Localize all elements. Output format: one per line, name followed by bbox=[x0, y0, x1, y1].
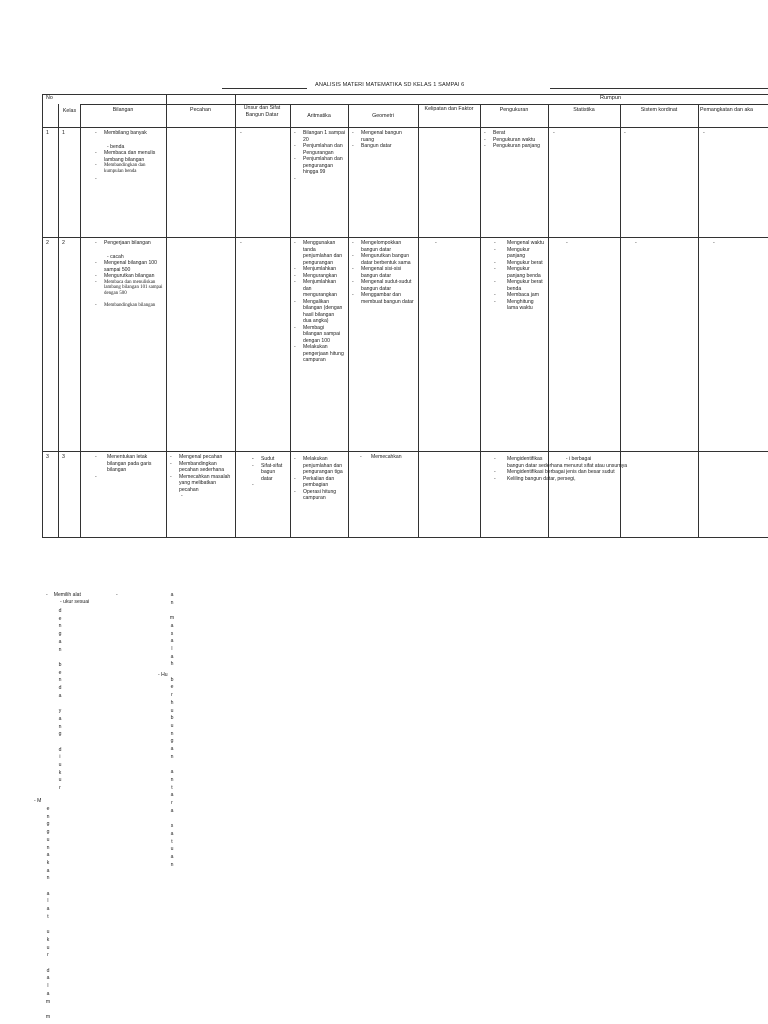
list-item: - Mengurutkan bilangan bbox=[95, 273, 163, 280]
vertical-char: g bbox=[58, 631, 62, 638]
vertical-char: u bbox=[46, 836, 50, 843]
vertical-char: g bbox=[46, 821, 50, 828]
vertical-char: n bbox=[170, 730, 174, 737]
row-divider-1 bbox=[42, 237, 768, 238]
header-pemangkatan: Pemangkatan dan aka bbox=[700, 107, 754, 113]
header-statistika: Statistika bbox=[573, 107, 595, 113]
vertical-char: l bbox=[47, 898, 49, 905]
list-item: - Pengerjaan bilangan bbox=[95, 240, 163, 247]
vertical-char: a bbox=[46, 867, 50, 874]
vertical-char: n bbox=[170, 599, 174, 606]
table-border-top bbox=[42, 94, 768, 95]
vertical-char: u bbox=[58, 777, 62, 784]
list-item: - Penjumlahan dan pengurangan hingga 99 bbox=[294, 156, 346, 176]
list-item: - Penjumlahan dan Pengurangan bbox=[294, 143, 346, 156]
row3-pengukuran bbox=[494, 456, 694, 482]
list-item: - Mengukur panjang benda bbox=[494, 266, 546, 279]
header-rumpun: Rumpun bbox=[600, 95, 622, 101]
header-aritmatika: Aritmatika bbox=[307, 113, 331, 119]
list-item: - Mengenal bangun ruang bbox=[352, 130, 416, 143]
overflow-dash: - bbox=[46, 592, 48, 598]
vertical-char bbox=[168, 761, 176, 769]
list-item: - Menjumlahkan dan mengurangkan bbox=[294, 279, 344, 299]
vertical-char: n bbox=[170, 776, 174, 783]
row-divider-2 bbox=[42, 451, 768, 452]
vertical-char: a bbox=[170, 830, 174, 837]
vertical-char bbox=[56, 654, 64, 662]
vertical-char: n bbox=[58, 723, 62, 730]
list-item: - Menghitung lama waktu bbox=[494, 299, 546, 312]
list-item: bangun datar sederhana menurut sifat atau unsurnya bbox=[507, 462, 628, 469]
list-item: - Membilang banyak bbox=[95, 130, 163, 137]
vertical-char bbox=[44, 883, 52, 891]
list-item: - Pengukuran panjang bbox=[484, 143, 546, 150]
row3-geometri bbox=[360, 454, 416, 461]
overflow-memilih bbox=[46, 592, 81, 599]
row1-statistika: - bbox=[553, 130, 555, 136]
vertical-char: m bbox=[45, 998, 51, 1005]
vertical-char: g bbox=[58, 731, 62, 738]
vertical-char: a bbox=[170, 638, 174, 645]
overflow-dash-1: - bbox=[116, 592, 118, 598]
row3-aritmatika bbox=[294, 456, 346, 502]
list-item: - Mengukur panjang bbox=[494, 247, 546, 260]
vertical-char: e bbox=[170, 684, 174, 691]
vertical-char: b bbox=[170, 676, 174, 683]
header-no: No bbox=[46, 95, 53, 101]
vertical-char: u bbox=[170, 846, 174, 853]
col-line-left bbox=[42, 94, 43, 538]
vertical-char: a bbox=[170, 807, 174, 814]
list-item: - Bangun datar bbox=[352, 143, 416, 150]
list-item: - Sudut bbox=[252, 456, 288, 463]
row2-aritmatika bbox=[294, 240, 344, 364]
list-item: - Mengukur berat bbox=[494, 260, 546, 267]
list-item: - cacah bbox=[107, 253, 124, 260]
row3-unsur bbox=[252, 456, 288, 482]
row2-pengukuran bbox=[494, 240, 546, 312]
vertical-char: d bbox=[58, 746, 62, 753]
vertical-char: d bbox=[46, 967, 50, 974]
vertical-char: t bbox=[47, 913, 49, 920]
list-item: - Menentukan letak bilangan pada garis bilangan bbox=[95, 454, 163, 474]
list-item: - Membagi bilangan sampai dengan 100 bbox=[294, 325, 344, 345]
vertical-char: g bbox=[170, 738, 174, 745]
row1-sistem: - bbox=[624, 130, 626, 136]
list-item: - Mengurutkan bangun datar berbentuk sama bbox=[352, 253, 416, 266]
vertical-char: a bbox=[58, 638, 62, 645]
list-item: - Membandingkan dan kumpulan benda bbox=[95, 163, 163, 174]
vertical-char: n bbox=[46, 813, 50, 820]
list-item: - Pengukuran waktu bbox=[484, 137, 546, 144]
vertical-char: a bbox=[46, 975, 50, 982]
vertical-char: u bbox=[46, 929, 50, 936]
list-item: - Membandingkan pecahan sederhana bbox=[170, 461, 234, 474]
vertical-char: n bbox=[170, 753, 174, 760]
vertical-char: a bbox=[46, 852, 50, 859]
row2-kelas: 2 bbox=[62, 240, 65, 246]
vertical-char: e bbox=[58, 615, 62, 622]
row1-no: 1 bbox=[46, 130, 49, 136]
title-underline bbox=[222, 88, 307, 89]
vertical-char: k bbox=[46, 936, 50, 943]
vertical-char: a bbox=[170, 853, 174, 860]
overflow-vertical-text-3 bbox=[44, 806, 52, 1022]
header-bilangan: Bilangan bbox=[112, 107, 134, 113]
list-item: - benda bbox=[107, 143, 125, 150]
overflow-m: - M bbox=[34, 798, 42, 804]
vertical-char: a bbox=[46, 890, 50, 897]
overflow-ukur: - ukur sesuai bbox=[60, 599, 90, 605]
vertical-char: u bbox=[170, 707, 174, 714]
vertical-char bbox=[168, 815, 176, 823]
row2-pemangkatan: - bbox=[713, 240, 715, 246]
col-line-geometri bbox=[348, 104, 349, 538]
header-geometri: Geometri bbox=[372, 113, 394, 119]
vertical-char: h bbox=[170, 699, 174, 706]
vertical-char: l bbox=[171, 645, 173, 652]
col-line-bilangan bbox=[80, 104, 81, 538]
vertical-char: d bbox=[58, 608, 62, 614]
list-item: - Bilangan 1 sampai 20 bbox=[294, 130, 346, 143]
list-item: - Mengenal sisi-sisi bangun datar bbox=[352, 266, 416, 279]
list-item: - Mengidentifikasi berbagai jenis dan besar sudut bbox=[494, 469, 694, 476]
header-unsur: Unsur dan Sifat Bangun Datar bbox=[243, 105, 281, 118]
list-item: - Mengenal waktu bbox=[494, 240, 546, 247]
vertical-char: u bbox=[58, 762, 62, 769]
header-pecahan: Pecahan bbox=[190, 107, 211, 113]
vertical-char bbox=[44, 960, 52, 968]
col-line-unsur bbox=[235, 94, 236, 538]
vertical-char: m bbox=[45, 1013, 51, 1020]
vertical-char: t bbox=[171, 784, 173, 791]
vertical-char: r bbox=[59, 785, 61, 792]
list-item: - Membaca jam bbox=[494, 292, 546, 299]
list-item: - Menggunakan tanda penjumlahan dan pengurangan bbox=[294, 240, 344, 266]
row3-pecahan bbox=[170, 454, 234, 500]
header-divider bbox=[80, 104, 768, 105]
vertical-char: u bbox=[46, 944, 50, 951]
vertical-char: m bbox=[169, 615, 175, 622]
row2-bilangan bbox=[95, 240, 163, 309]
vertical-char bbox=[44, 1006, 52, 1014]
vertical-char: n bbox=[58, 623, 62, 630]
list-item: - Membaca dan menuliskan lambang bilangan 101 sampai dengan 500 bbox=[95, 280, 163, 297]
rumpun-overline bbox=[550, 88, 768, 89]
vertical-char bbox=[44, 922, 52, 930]
vertical-char: n bbox=[58, 646, 62, 653]
row1-pemangkatan: - bbox=[703, 130, 705, 136]
vertical-char: a bbox=[46, 906, 50, 913]
list-item: - Mengalikan bilangan (dengan hasil bilangan dua angka) bbox=[294, 299, 344, 325]
list-item: - Mengurangkan bbox=[294, 273, 344, 280]
list-item: - Memecahkan bbox=[360, 454, 416, 461]
header-pengukuran: Pengukuran bbox=[499, 107, 529, 113]
list-item: - Berat bbox=[484, 130, 546, 137]
row3-no: 3 bbox=[46, 454, 49, 460]
row1-unsur: - bbox=[240, 130, 242, 136]
header-kelipatan: Kelipatan dan Faktor bbox=[424, 106, 474, 112]
vertical-char bbox=[56, 700, 64, 708]
vertical-char: a bbox=[170, 622, 174, 629]
col-line-pengukuran bbox=[480, 104, 481, 538]
vertical-char: r bbox=[171, 799, 173, 806]
vertical-char: a bbox=[58, 715, 62, 722]
header-bottom-line bbox=[42, 127, 768, 128]
row1-kelas: 1 bbox=[62, 130, 65, 136]
list-item: - Mengelompokkan bangun datar bbox=[352, 240, 416, 253]
vertical-char: n bbox=[58, 677, 62, 684]
vertical-char: r bbox=[47, 952, 49, 959]
list-item: - Membaca dan menulis lambang bilangan bbox=[95, 150, 163, 163]
row2-sistem: - bbox=[635, 240, 637, 246]
list-item: - Mengenal pecahan bbox=[170, 454, 234, 461]
vertical-char: e bbox=[58, 669, 62, 676]
list-item: - Melakukan pengerjaan hitung campuran bbox=[294, 344, 344, 364]
list-item: - Sifat-sifat bagun datar bbox=[252, 463, 288, 483]
vertical-char: d bbox=[58, 685, 62, 692]
vertical-char bbox=[56, 739, 64, 747]
row2-unsur: - bbox=[240, 240, 242, 246]
col-line-kelas bbox=[58, 104, 59, 538]
row1-aritmatika bbox=[294, 130, 346, 176]
vertical-char: b bbox=[170, 715, 174, 722]
pengukuran-text: Mengidentifikas bbox=[507, 456, 543, 462]
vertical-char: b bbox=[58, 661, 62, 668]
vertical-char bbox=[168, 669, 176, 677]
overflow-vertical-text-1 bbox=[56, 608, 64, 793]
vertical-char: n bbox=[46, 844, 50, 851]
document-title: ANALISIS MATERI MATEMATIKA SD KELAS 1 SAMPAI 6 bbox=[315, 82, 465, 88]
list-item: - Mengenal sudut-sudut bangun datar bbox=[352, 279, 416, 292]
overflow-vertical-text-2 bbox=[168, 592, 176, 869]
list-item: - Perkalian dan pembagian bbox=[294, 476, 346, 489]
vertical-char: n bbox=[46, 875, 50, 882]
col-line-pecahan bbox=[166, 94, 167, 538]
vertical-char: y bbox=[58, 708, 62, 715]
overflow-memilih-text: Memilih alat bbox=[53, 592, 81, 598]
row2-statistika: - bbox=[566, 240, 568, 246]
row2-kelipatan: - bbox=[435, 240, 437, 246]
vertical-char: a bbox=[46, 990, 50, 997]
pengukuran-text: - i berbagai bbox=[565, 456, 592, 462]
vertical-char bbox=[168, 607, 176, 615]
row2-no: 2 bbox=[46, 240, 49, 246]
list-item: - Keliling bangun datar, persegi, bbox=[494, 476, 694, 483]
col-line-aritmatika bbox=[290, 104, 291, 538]
header-sistem: Sistem kordinat bbox=[640, 107, 678, 113]
vertical-char: e bbox=[46, 806, 50, 812]
vertical-char: a bbox=[170, 769, 174, 776]
row3-kelas: 3 bbox=[62, 454, 65, 460]
vertical-char: l bbox=[47, 983, 49, 990]
list-item: - Memecahkan masalah yang melibatkan pecahan bbox=[170, 474, 234, 494]
col-line-pemangkatan bbox=[698, 104, 699, 538]
vertical-char: a bbox=[58, 692, 62, 699]
col-line-kelipatan bbox=[418, 104, 419, 538]
list-item: - Menjumlahkan bbox=[294, 266, 344, 273]
vertical-char: k bbox=[58, 769, 62, 776]
row2-geometri bbox=[352, 240, 416, 305]
vertical-char: h bbox=[170, 661, 174, 668]
vertical-char: k bbox=[46, 859, 50, 866]
list-item: - Menggambar dan membuat bangun datar bbox=[352, 292, 416, 305]
vertical-char: u bbox=[170, 722, 174, 729]
vertical-char: a bbox=[170, 653, 174, 660]
row3-bilangan bbox=[95, 454, 163, 474]
list-item: - Melakukan penjumlahan dan pengurangan tiga bbox=[294, 456, 346, 476]
list-item: - bbox=[181, 493, 183, 499]
list-item: - Operasi hitung campuran bbox=[294, 489, 346, 502]
list-item: - Mengenal bilangan 100 sampai 500 bbox=[95, 260, 163, 273]
vertical-char: t bbox=[171, 838, 173, 845]
list-item: - Mengukur berat benda bbox=[494, 279, 546, 292]
vertical-char: a bbox=[170, 792, 174, 799]
vertical-char: i bbox=[59, 754, 61, 761]
vertical-char: a bbox=[170, 592, 174, 598]
table-border-bottom bbox=[42, 537, 768, 538]
header-kelas: Kelas bbox=[62, 108, 77, 114]
row1-pengukuran bbox=[484, 130, 546, 150]
vertical-char: g bbox=[46, 829, 50, 836]
row1-geometri bbox=[352, 130, 416, 150]
vertical-char: s bbox=[170, 823, 174, 830]
vertical-char: r bbox=[171, 692, 173, 699]
vertical-char: s bbox=[170, 630, 174, 637]
list-item: - Membandingkan bilangan bbox=[95, 303, 163, 309]
vertical-char: n bbox=[170, 861, 174, 868]
vertical-char: a bbox=[170, 746, 174, 753]
overflow-hu: - Hu bbox=[158, 672, 168, 678]
row1-bilangan bbox=[95, 130, 163, 176]
